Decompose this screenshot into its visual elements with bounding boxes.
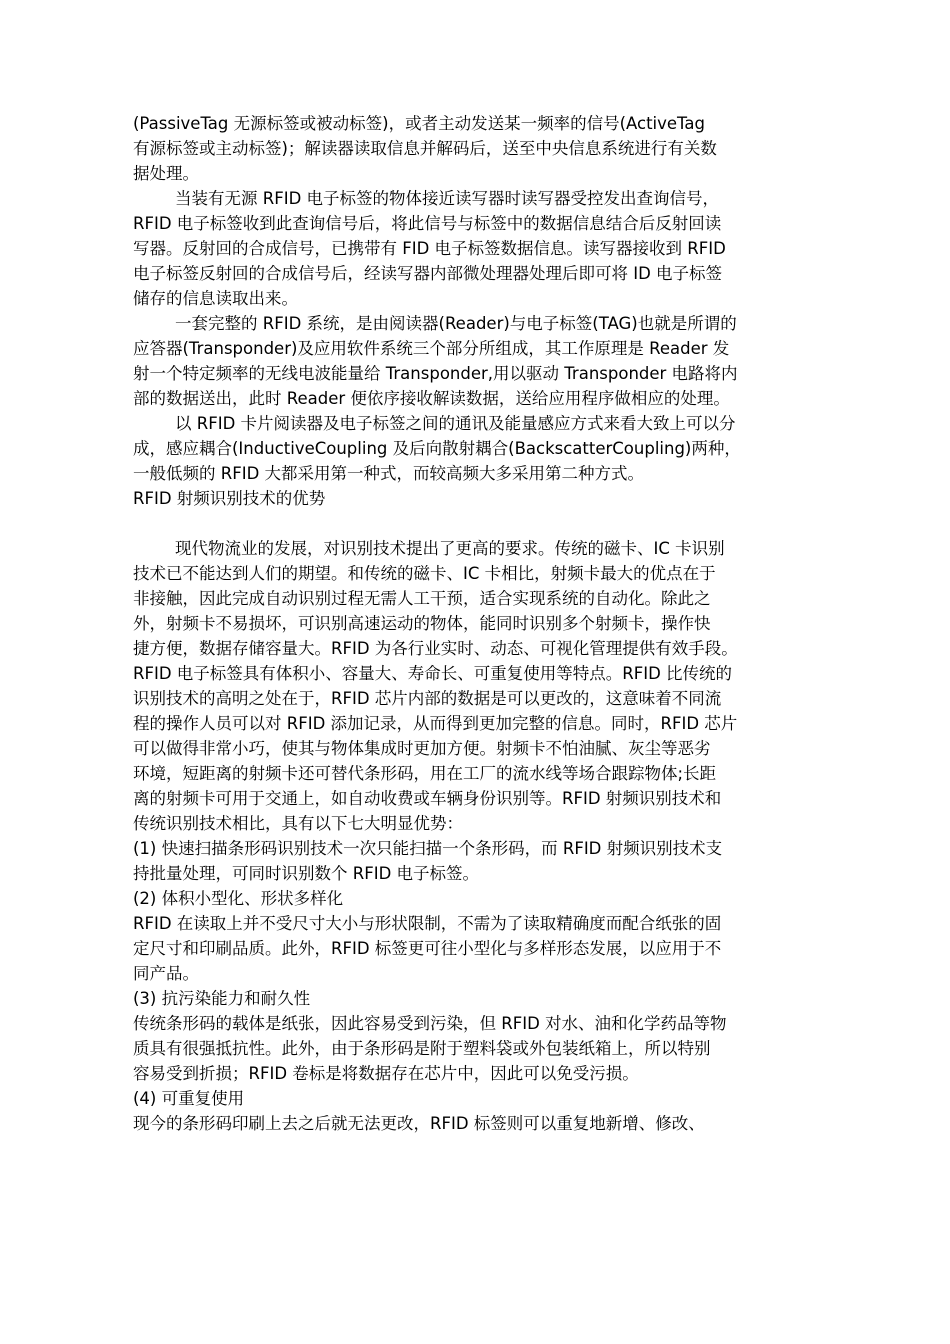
text-line: 同产品。 bbox=[133, 964, 199, 983]
text-line: (PassiveTag 无源标签或被动标签)，或者主动发送某一频率的信号(ActiveTag bbox=[133, 114, 705, 133]
text-line: 可以做得非常小巧，使其与物体集成时更加方便。射频卡不怕油腻、灰尘等恶劣 bbox=[133, 739, 711, 758]
text-line: 持批量处理，可同时识别数个 RFID 电子标签。 bbox=[133, 864, 480, 883]
text-line: 程的操作人员可以对 RFID 添加记录，从而得到更加完整的信息。同时，RFID 芯片 bbox=[133, 714, 738, 733]
text-line: RFID 电子标签收到此查询信号后，将此信号与标签中的数据信息结合后反射回读 bbox=[133, 214, 722, 233]
text-line: 有源标签或主动标签)；解读器读取信息并解码后，送至中央信息系统进行有关数 bbox=[133, 139, 717, 158]
text-line: 成，感应耦合(InductiveCoupling 及后向散射耦合(BackscatterCoupling)两种， bbox=[133, 439, 741, 458]
text-line: 电子标签反射回的合成信号后，经读写器内部微处理器处理后即可将 ID 电子标签 bbox=[133, 264, 723, 283]
text-line: RFID 电子标签具有体积小、容量大、寿命长、可重复使用等特点。RFID 比传统的 bbox=[133, 664, 733, 683]
text-line: 当装有无源 RFID 电子标签的物体接近读写器时读写器受控发出查询信号， bbox=[175, 189, 720, 208]
list-item-heading: (3) 抗污染能力和耐久性 bbox=[133, 989, 311, 1008]
text-line: 传统识别技术相比，具有以下七大明显优势： bbox=[133, 814, 463, 833]
text-line: 非接触，因此完成自动识别过程无需人工干预，适合实现系统的自动化。除此之 bbox=[133, 589, 711, 608]
text-line: 射一个特定频率的无线电波能量给 Transponder,用以驱动 Transponder 电路将内 bbox=[133, 364, 738, 383]
text-line: 容易受到折损；RFID 卷标是将数据存在芯片中，因此可以免受污损。 bbox=[133, 1064, 639, 1083]
text-line: 外，射频卡不易损坏，可识别高速运动的物体，能同时识别多个射频卡，操作快 bbox=[133, 614, 711, 633]
text-line: 质具有很强抵抗性。此外，由于条形码是附于塑料袋或外包装纸箱上，所以特别 bbox=[133, 1039, 711, 1058]
text-line: 应答器(Transponder)及应用软件系统三个部分所组成，其工作原理是 Reader 发 bbox=[133, 339, 730, 358]
list-item-heading: (4) 可重复使用 bbox=[133, 1089, 245, 1108]
text-line: 识别技术的高明之处在于，RFID 芯片内部的数据是可以更改的，这意味着不同流 bbox=[133, 689, 722, 708]
text-line: 据处理。 bbox=[133, 164, 199, 183]
text-line: 储存的信息读取出来。 bbox=[133, 289, 298, 308]
text-line: 现代物流业的发展，对识别技术提出了更高的要求。传统的磁卡、IC 卡识别 bbox=[175, 539, 725, 558]
text-line: 部的数据送出，此时 Reader 便依序接收解读数据，送给应用程序做相应的处理。 bbox=[133, 389, 730, 408]
section-heading: RFID 射频识别技术的优势 bbox=[133, 489, 326, 508]
text-line: 一般低频的 RFID 大都采用第一种式，而较高频大多采用第二种方式。 bbox=[133, 464, 645, 483]
text-line: 技术已不能达到人们的期望。和传统的磁卡、IC 卡相比，射频卡最大的优点在于 bbox=[133, 564, 716, 583]
document-body bbox=[133, 111, 833, 1136]
text-line: 定尺寸和印刷品质。此外，RFID 标签更可往小型化与多样形态发展，以应用于不 bbox=[133, 939, 722, 958]
text-line: 捷方便，数据存储容量大。RFID 为各行业实时、动态、可视化管理提供有效手段。 bbox=[133, 639, 738, 658]
text-line: 现今的条形码印刷上去之后就无法更改，RFID 标签则可以重复地新增、修改、 bbox=[133, 1114, 705, 1133]
text-line: 环境，短距离的射频卡还可替代条形码，用在工厂的流水线等场合跟踪物体;长距 bbox=[133, 764, 717, 783]
list-item-heading: (1) 快速扫描条形码识别技术一次只能扫描一个条形码，而 RFID 射频识别技术支 bbox=[133, 839, 723, 858]
text-line: 以 RFID 卡片阅读器及电子标签之间的通讯及能量感应方式来看大致上可以分 bbox=[175, 414, 736, 433]
text-line: 传统条形码的载体是纸张，因此容易受到污染，但 RFID 对水、油和化学药品等物 bbox=[133, 1014, 727, 1033]
blank-line bbox=[133, 511, 833, 536]
text-line: 写器。反射回的合成信号，已携带有 FID 电子标签数据信息。读写器接收到 RFID bbox=[133, 239, 726, 258]
text-line: 一套完整的 RFID 系统，是由阅读器(Reader)与电子标签(TAG)也就是所谓的 bbox=[175, 314, 737, 333]
list-item-heading: (2) 体积小型化、形状多样化 bbox=[133, 889, 344, 908]
text-line: RFID 在读取上并不受尺寸大小与形状限制，不需为了读取精确度而配合纸张的固 bbox=[133, 914, 722, 933]
text-line: 离的射频卡可用于交通上，如自动收费或车辆身份识别等。RFID 射频识别技术和 bbox=[133, 789, 722, 808]
